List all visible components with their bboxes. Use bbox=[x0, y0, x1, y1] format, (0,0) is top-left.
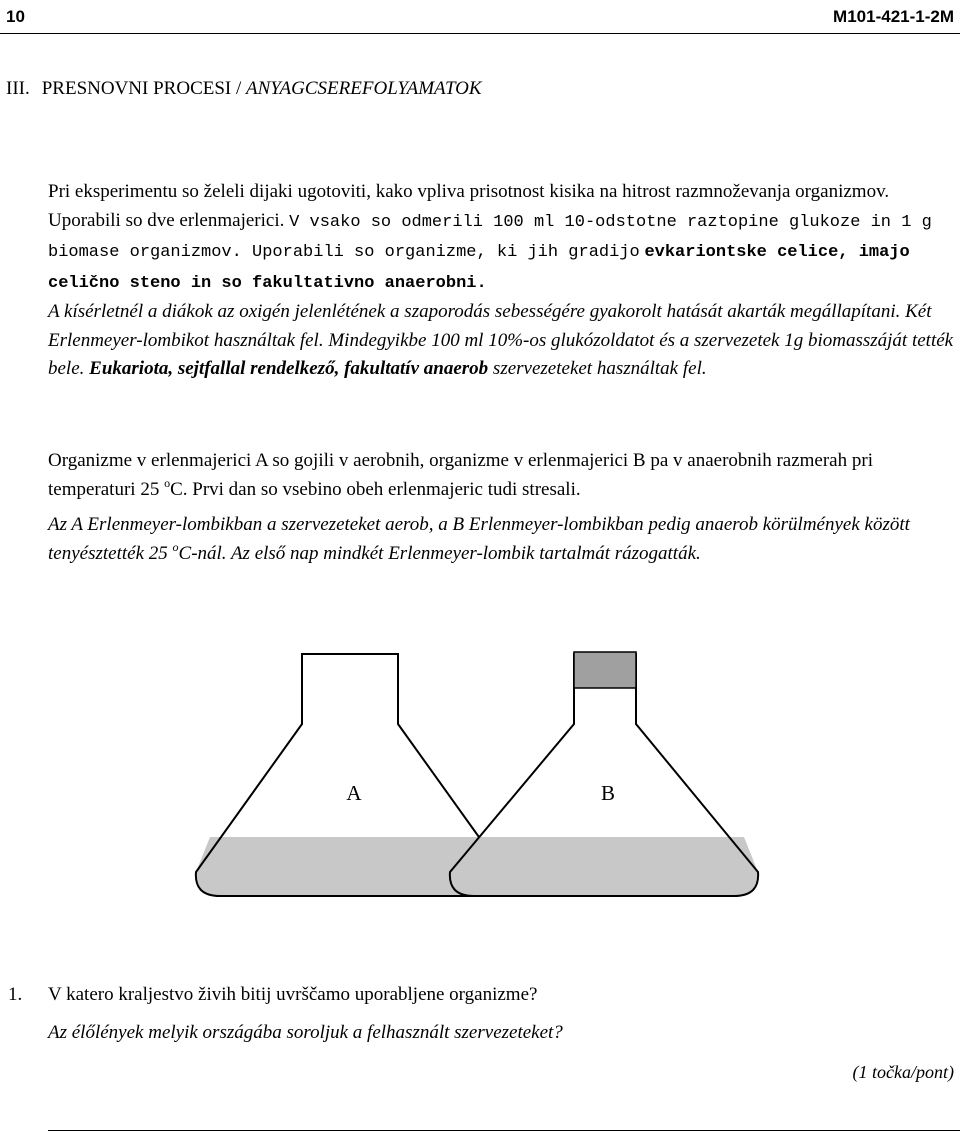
question-number: 1. bbox=[8, 984, 23, 1005]
section-title-hu: ANYAGCSEREFOLYAMATOK bbox=[246, 78, 482, 99]
flask-a-label: A bbox=[346, 781, 362, 805]
question-text-hu: Az élőlények melyik országába soroljuk a felhasznált szervezeteket? bbox=[48, 1022, 563, 1043]
question-text-si: V katero kraljestvo živih bitij uvrščamo uporabljene organizme? bbox=[48, 984, 538, 1005]
section-number: III. bbox=[6, 78, 30, 99]
flask-b-stopper bbox=[574, 652, 636, 688]
question-points: (1 točka/pont) bbox=[852, 1062, 954, 1082]
flask-b bbox=[450, 652, 758, 896]
intro-paragraph-si bbox=[48, 178, 958, 298]
intro-hu-text: A kísérletnél a diákok az oxigén jelenlétének a szaporodás sebességére gyakorolt hatását akarták megállapítani. Két Erlenmeyer-lombikot használtak fel. Mindegyikbe 100 ml 10%-os glukózoldatot és a szervezetek 1g biomasszáját tették bele. bbox=[48, 301, 954, 379]
exam-code: M101-421-1-2M bbox=[833, 7, 954, 26]
section-title bbox=[6, 78, 482, 100]
conditions-hu-after: C-nál. Az első nap mindkét Erlenmeyer-lombik tartalmát rázogatták. bbox=[178, 542, 701, 564]
degree-sup-hu: o bbox=[172, 539, 179, 554]
intro-hu-bold: Eukariota, sejtfallal rendelkező, fakultatív anaerob bbox=[89, 358, 489, 379]
intro-hu-tail: szervezeteket használtak fel. bbox=[492, 358, 707, 379]
intro-si-bold: evkariontske celice, imajo celično steno in so fakultativno anaerobni. bbox=[48, 243, 910, 293]
section-title-si: PRESNOVNI PROCESI / bbox=[41, 78, 242, 99]
intro-si-text2: V vsako so odmerili 100 ml 10-odstotne raztopine glukoze in 1 g biomase organizmov. Uporabili so organizme, ki jih gradijo bbox=[48, 212, 932, 262]
page-number: 10 bbox=[6, 7, 25, 26]
erlenmeyer-flasks-figure bbox=[0, 630, 960, 930]
conditions-si-after: C. Prvi dan so vsebino obeh erlenmajeric tudi stresali. bbox=[170, 478, 581, 500]
conditions-hu-before: Az A Erlenmeyer-lombikban a szervezeteket aerob, a B Erlenmeyer-lombikban pedig anaerob körülmények között tenyésztették 25 bbox=[48, 514, 910, 564]
header-rule bbox=[0, 33, 960, 34]
intro-paragraph-hu bbox=[48, 298, 958, 384]
intro-si-text1: Pri eksperimentu so želeli dijaki ugotoviti, kako vpliva prisotnost kisika na hitrost razmnoževanja organizmov. Uporabili so dve erlenmajerici. bbox=[48, 181, 890, 231]
conditions-paragraph-hu bbox=[48, 511, 958, 568]
page-header bbox=[0, 0, 960, 34]
conditions-si-before: Organizme v erlenmajerici A so gojili v aerobnih, organizme v erlenmajerici B pa v anaerobnih razmerah pri temperaturi 25 bbox=[48, 450, 873, 500]
conditions-paragraph-si bbox=[48, 447, 958, 504]
flask-b-label: B bbox=[600, 781, 616, 805]
answer-line[interactable] bbox=[48, 1130, 960, 1131]
flask-b-liquid bbox=[450, 837, 758, 896]
degree-sup-si: o bbox=[164, 475, 171, 490]
